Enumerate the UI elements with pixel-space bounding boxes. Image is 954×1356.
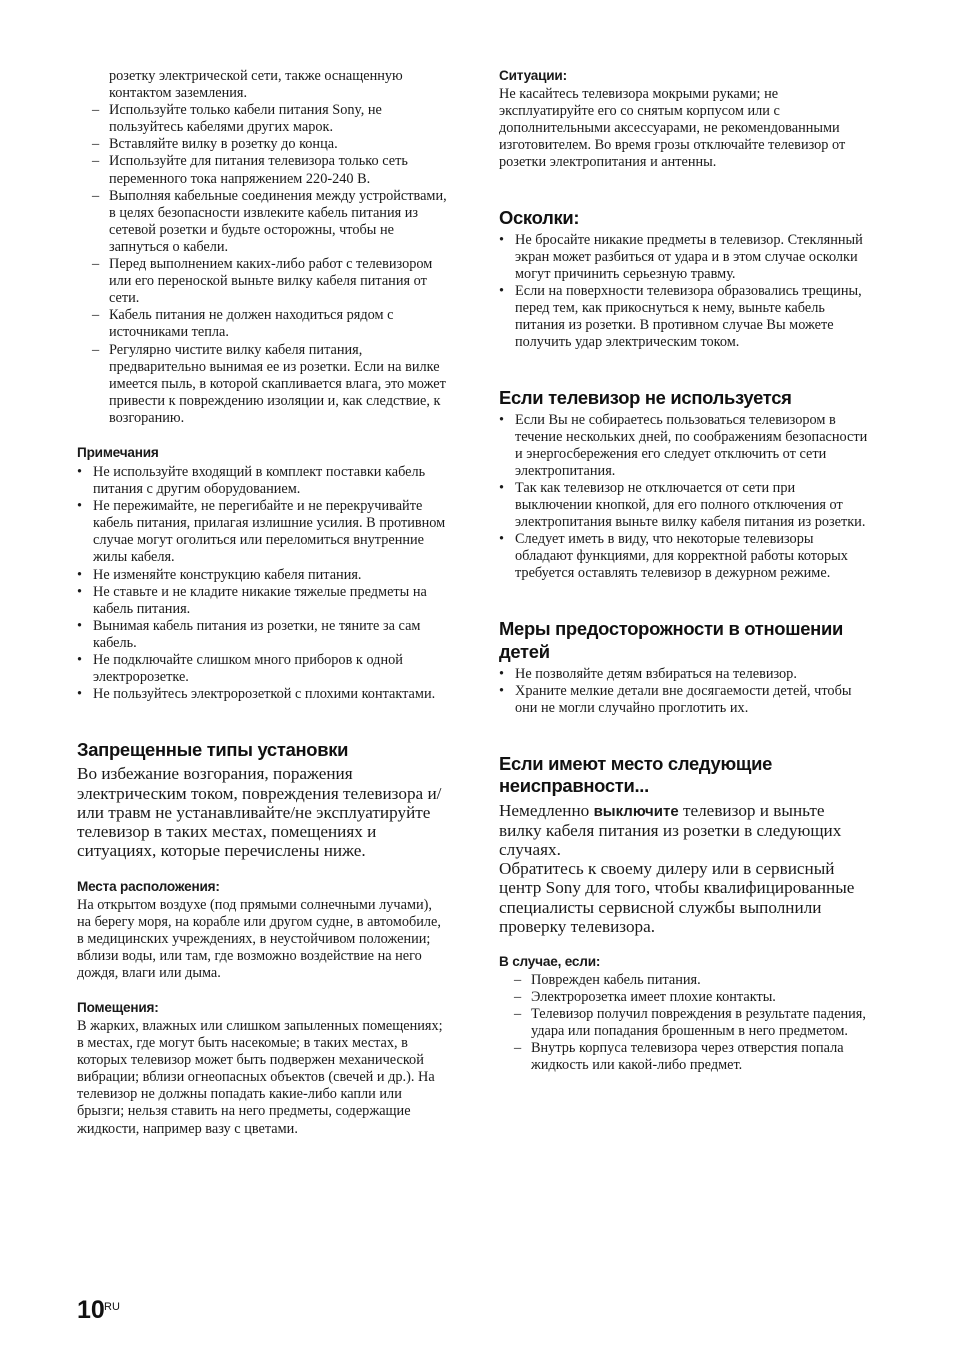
faults-text: Немедленно выключите телевизор и выньте вилку кабеля питания из розетки в следующих случаях.	[499, 800, 842, 859]
list-item: – Используйте только кабели питания Sony, не пользуйтесь кабелями других марок.	[92, 102, 382, 136]
list-item: – Телевизор получил повреждения в результате падения, удара или попадания брошенным в него предметом.	[514, 1006, 866, 1040]
list-item: • Если Вы не собираетесь пользоваться телевизором в течение нескольких дней, по соображениям безопасности и энергосбережения его следует отключить от сети электропитания.	[499, 411, 868, 479]
switch-off-emphasis: выключите	[593, 802, 679, 820]
shards-list	[499, 232, 869, 352]
list-item: – Перед выполнением каких-либо работ с телевизором или его переноской выньте вилку кабеля питания от сети.	[92, 256, 433, 307]
install-heading: Запрещенные типы установки	[77, 739, 349, 761]
power-cable-list	[77, 102, 447, 427]
list-item: – Выполняя кабельные соединения между устройствами, в целях безопасности извлеките кабель питания из сетевой розетки и будьте осторожны, чтобы не запнуться о кабели.	[92, 187, 447, 255]
page-language: RU	[104, 1301, 120, 1313]
situations-heading: Ситуации:	[499, 68, 567, 83]
list-item: • Вынимая кабель питания из розетки, не тяните за сам кабель.	[77, 617, 421, 651]
cases-list	[499, 972, 869, 1075]
list-item: • Не позволяйте детям взбираться на телевизор.	[499, 665, 797, 682]
list-item: • Не подключайте слишком много приборов к одной электророзетке.	[77, 652, 403, 686]
list-item: – Используйте для питания телевизора только сеть переменного тока напряжением 220-240 В.	[92, 153, 408, 187]
list-item: – Внутрь корпуса телевизора через отверстия попала жидкость или какой-либо предмет.	[514, 1040, 844, 1074]
cases-heading: В случае, если:	[499, 953, 601, 969]
list-item: • Следует иметь в виду, что некоторые телевизоры обладают функциями, для корректной работы которых требуется оставлять телевизор в дежурном режиме.	[499, 531, 848, 582]
shards-heading: Осколки:	[499, 207, 580, 229]
places-heading: Места расположения:	[77, 878, 220, 894]
situations-text: Не касайтесь телевизора мокрыми руками; не эксплуатируйте его со снятым корпусом или с дополнительными аксессуарами, не рекомендованными изготовителем. Во время грозы отключайте телевизор от розетки электропитания и антенны.	[499, 86, 846, 171]
list-item: – Кабель питания не должен находиться рядом с источниками тепла.	[92, 307, 394, 341]
list-item: • Храните мелкие детали вне досягаемости детей, чтобы они не могли случайно проглотить их.	[499, 682, 852, 717]
list-item: • Не пережимайте, не перегибайте и не перекручивайте кабель питания, прилагая излишние усилия. В противном случае могут оголиться или переломиться внутренние жилы кабеля.	[77, 498, 446, 566]
intro-continuation: розетку электрической сети, также оснащенную контактом заземления.	[109, 68, 403, 102]
children-list	[499, 666, 869, 717]
page-number: 10	[77, 1296, 105, 1324]
places-text: На открытом воздухе (под прямыми солнечными лучами), на берегу моря, на корабле или другом судне, в автомобиле, в медицинских учреждениях, в неустойчивом положении; вблизи воды, или там, где возможно воздействие на него дождя, влаги или дыма.	[77, 896, 441, 981]
list-item: • Не ставьте и не кладите никакие тяжелые предметы на кабель питания.	[77, 583, 427, 617]
list-item: • Так как телевизор не отключается от сети при выключении кнопкой, для его полного отключения от электропитания выньте вилку кабеля питания из розетки.	[499, 479, 866, 531]
list-item: – Регулярно чистите вилку кабеля питания, предварительно вынимая ее из розетки. Если на вилке имеется пыль, в которой скапливается влага, это может привести к повреждению изоляции и, как следствие, к возгоранию.	[92, 341, 446, 426]
list-item: • Не изменяйте конструкцию кабеля питания.	[77, 566, 362, 583]
faults-text-2: Обратитесь к своему дилеру или в сервисный центр Sony для того, чтобы квалифицированные специалисты сервисной службы выполнили проверку телевизора.	[499, 859, 855, 936]
list-item: • Если на поверхности телевизора образовались трещины, перед тем, как прикоснуться к нему, выньте кабель питания из розетки. В противном случае Вы можете получить удар электрическим током.	[499, 282, 862, 351]
right-column	[499, 68, 869, 1075]
rooms-heading: Помещения:	[77, 999, 159, 1015]
left-column	[77, 68, 447, 1138]
faults-heading: Если имеют место следующие неисправности...	[499, 753, 772, 797]
notes-heading: Примечания	[77, 444, 159, 460]
list-item: • Не используйте входящий в комплект поставки кабель питания с другим оборудованием.	[77, 463, 426, 498]
list-item: – Вставляйте вилку в розетку до конца.	[92, 136, 338, 153]
unused-list	[499, 412, 869, 583]
list-item: – Поврежден кабель питания.	[514, 971, 701, 988]
list-item: – Электророзетка имеет плохие контакты.	[514, 989, 776, 1006]
list-item: • Не пользуйтесь электророзеткой с плохими контактами.	[77, 686, 436, 703]
notes-list	[77, 464, 447, 703]
install-text: Во избежание возгорания, поражения электрическим током, повреждения телевизора и/или травм не устанавливайте/не эксплуатируйте телевизор в таких местах, помещениях и ситуациях, которые перечислены ниже.	[77, 764, 442, 861]
children-heading: Меры предосторожности в отношении детей	[499, 618, 843, 662]
rooms-text: В жарких, влажных или слишком запыленных помещениях; в местах, где могут быть насекомые; в таких местах, в которых телевизор может быть подвержен механической вибрации; вблизи огнеопасных объектов (свечей и др.). На телевизор не должны попадать какие-либо капли или брызги; нельзя ставить на него предметы, содержащие жидкости, например вазу с цветами.	[77, 1017, 443, 1137]
list-item: • Не бросайте никакие предметы в телевизор. Стеклянный экран может разбиться от удара и в этом случае осколки могут причинить серьезную травму.	[499, 231, 863, 282]
unused-heading: Если телевизор не используется	[499, 387, 792, 409]
